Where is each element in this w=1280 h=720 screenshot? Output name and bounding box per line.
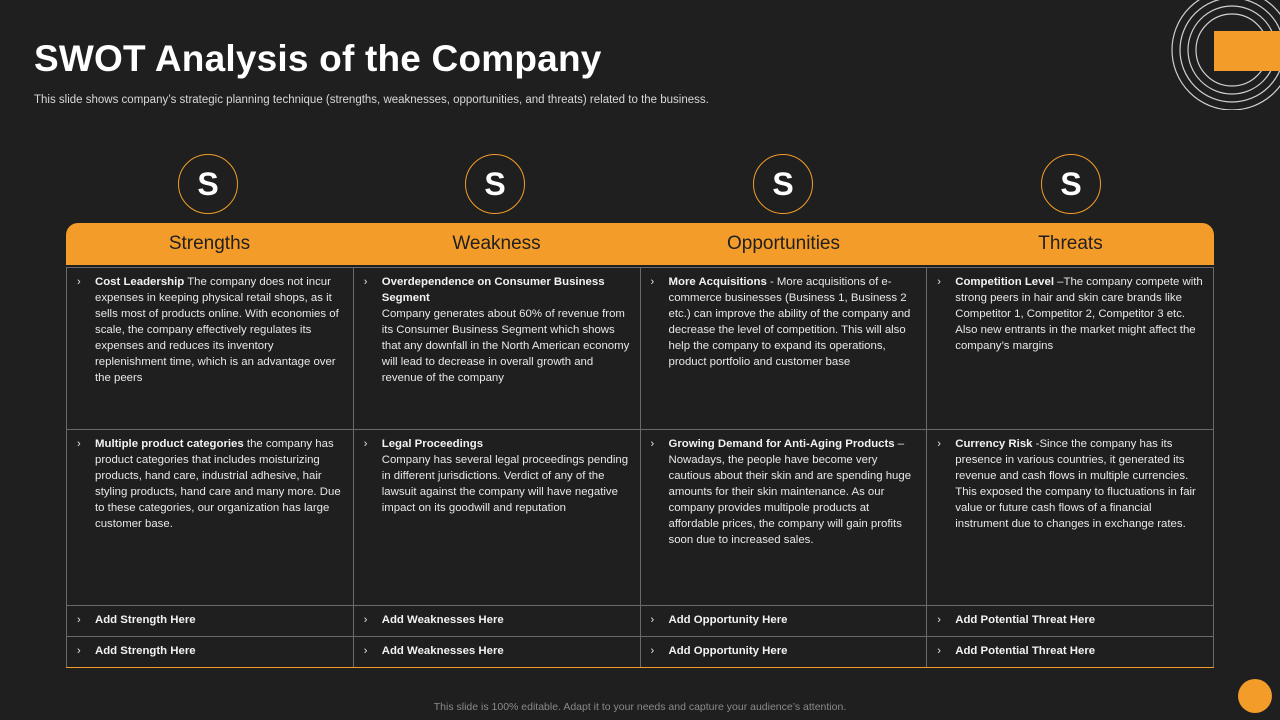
bullet-heading: Add Opportunity Here bbox=[668, 614, 788, 626]
swot-table bbox=[66, 267, 1214, 668]
footer-orange-dot bbox=[1238, 679, 1272, 713]
column-header-strengths: Strengths bbox=[168, 233, 251, 254]
bullet-heading: Growing Demand for Anti-Aging Products bbox=[668, 438, 895, 450]
bullet-item bbox=[651, 643, 919, 659]
bullet-item bbox=[364, 643, 632, 659]
bullet-heading: Add Potential Threat Here bbox=[955, 645, 1096, 657]
weakness-cell bbox=[353, 430, 640, 606]
bullet-body: Company generates about 60% of revenue from its Consumer Business Segment which shows that any downfall in the North American economy will lead to decrease in overall growth and revenue of the company bbox=[381, 308, 630, 384]
bullet-item bbox=[937, 274, 1205, 354]
swot-row bbox=[67, 268, 1214, 430]
bullet-heading: Add Opportunity Here bbox=[668, 645, 788, 657]
bullet-body: –The company compete with strong peers in hair and skin care brands like Competitor 1, Competitor 2, Competitor 3 etc. Also new entrants in the market might affect the company’s margins bbox=[955, 276, 1203, 352]
bullet-body: The company does not incur expenses in keeping physical retail shops, as it sells most of products online. With economies of scale, the company effectively regulates its expenses and reduces its inventory replenishment time, which is an advantage over the peers bbox=[95, 276, 339, 384]
opportunity-cell bbox=[640, 430, 927, 606]
chevron-right-icon: › bbox=[937, 276, 941, 288]
chevron-right-icon: › bbox=[650, 438, 655, 450]
swot-row bbox=[67, 430, 1214, 606]
opportunity-cell bbox=[640, 637, 927, 668]
bullet-item bbox=[937, 612, 1205, 628]
bullet-item bbox=[937, 643, 1205, 659]
column-header-opportunities: Opportunities bbox=[726, 233, 840, 254]
bullet-item bbox=[364, 612, 632, 628]
bullet-body: -Since the company has its presence in various countries, it generated its revenue and cash flows in multiple currencies. This exposed the company to fluctuations in fair value or future cash flows of a financial instrument due to changes in exchange rates. bbox=[955, 438, 1196, 530]
bullet-heading: Overdependence on Consumer Business Segment bbox=[381, 276, 605, 304]
bullet-item bbox=[77, 643, 345, 659]
bullet-item bbox=[651, 274, 919, 370]
strength-cell bbox=[67, 606, 354, 637]
chevron-right-icon: › bbox=[937, 614, 941, 626]
chevron-right-icon: › bbox=[77, 645, 81, 657]
weakness-cell bbox=[353, 268, 640, 430]
threat-cell bbox=[927, 606, 1214, 637]
strength-cell bbox=[67, 637, 354, 668]
chevron-right-icon: › bbox=[77, 438, 81, 450]
bullet-item bbox=[77, 436, 345, 532]
bullet-heading: Legal Proceedings bbox=[381, 438, 484, 450]
bullet-body: - More acquisitions of e-commerce businesses (Business 1, Business 2 etc.) can improve the ability of the company and decrease the level of competition. This will also help the company to expand its operations, product portfolio and customer base bbox=[668, 276, 911, 368]
bullet-heading: Add Potential Threat Here bbox=[955, 614, 1096, 626]
bullet-body: the company has product categories that includes moisturizing products, hand care, industrial adhesive, hair styling products, hand care and many more. Due to these categories, our organization has large customer base. bbox=[95, 438, 341, 530]
swot-row bbox=[67, 606, 1214, 637]
weakness-cell bbox=[353, 637, 640, 668]
bullet-item bbox=[937, 436, 1205, 532]
chevron-right-icon: › bbox=[363, 614, 368, 626]
chevron-right-icon: › bbox=[363, 438, 368, 450]
strengths-letter-circle: S bbox=[178, 154, 238, 214]
threat-cell bbox=[927, 268, 1214, 430]
chevron-right-icon: › bbox=[77, 276, 81, 288]
opportunity-cell bbox=[640, 268, 927, 430]
strength-cell bbox=[67, 268, 354, 430]
concentric-circles-decoration bbox=[1170, 0, 1280, 110]
bullet-heading: Add Weaknesses Here bbox=[381, 645, 504, 657]
opportunity-cell bbox=[640, 606, 927, 637]
weakness-cell bbox=[353, 606, 640, 637]
bullet-heading: Add Weaknesses Here bbox=[381, 614, 504, 626]
bullet-item bbox=[77, 612, 345, 628]
slide-title: SWOT Analysis of the Company bbox=[34, 38, 602, 79]
bullet-heading: Add Strength Here bbox=[95, 645, 196, 657]
bullet-item bbox=[364, 274, 632, 386]
strength-cell bbox=[67, 430, 354, 606]
swot-header-bar bbox=[66, 223, 1214, 265]
chevron-right-icon: › bbox=[363, 276, 368, 288]
column-header-threats: Threats bbox=[1038, 233, 1103, 254]
bullet-body: – Nowadays, the people have become very cautious about their skin and are spending huge amounts for their skin maintenance. As our company provides multipole products at affordable prices, the company will gain profits soon due to increased sales. bbox=[668, 438, 912, 546]
column-header-weakness: Weakness bbox=[452, 233, 541, 254]
bullet-item bbox=[651, 436, 919, 548]
opportunities-letter-circle: S bbox=[753, 154, 813, 214]
bullet-item bbox=[77, 274, 345, 386]
bullet-heading: More Acquisitions bbox=[668, 276, 767, 288]
bullet-heading: Competition Level bbox=[955, 276, 1054, 288]
weakness-letter-circle: S bbox=[465, 154, 525, 214]
chevron-right-icon: › bbox=[650, 276, 655, 288]
bullet-item bbox=[364, 436, 632, 516]
bullet-heading: Multiple product categories bbox=[95, 438, 244, 450]
bullet-heading: Currency Risk bbox=[955, 438, 1033, 450]
chevron-right-icon: › bbox=[650, 645, 655, 657]
chevron-right-icon: › bbox=[650, 614, 655, 626]
chevron-right-icon: › bbox=[937, 438, 941, 450]
threat-cell bbox=[927, 430, 1214, 606]
bullet-body: Company has several legal proceedings pending in different jurisdictions. Verdict of any of the lawsuit against the company will have negative impact on its goodwill and reputation bbox=[381, 454, 629, 514]
slide-subtitle: This slide shows company’s strategic planning technique (strengths, weaknesses, opportunities, and threats) related to the business. bbox=[34, 94, 709, 106]
threat-cell bbox=[927, 637, 1214, 668]
threats-letter-circle: S bbox=[1041, 154, 1101, 214]
slide-footer: This slide is 100% editable. Adapt it to your needs and capture your audience’s attention. bbox=[433, 701, 847, 713]
swot-letter-circles bbox=[66, 154, 1214, 216]
chevron-right-icon: › bbox=[937, 645, 941, 657]
bullet-heading: Add Strength Here bbox=[95, 614, 196, 626]
bullet-item bbox=[651, 612, 919, 628]
chevron-right-icon: › bbox=[363, 645, 368, 657]
chevron-right-icon: › bbox=[77, 614, 81, 626]
swot-row bbox=[67, 637, 1214, 668]
bullet-heading: Cost Leadership bbox=[95, 276, 185, 288]
